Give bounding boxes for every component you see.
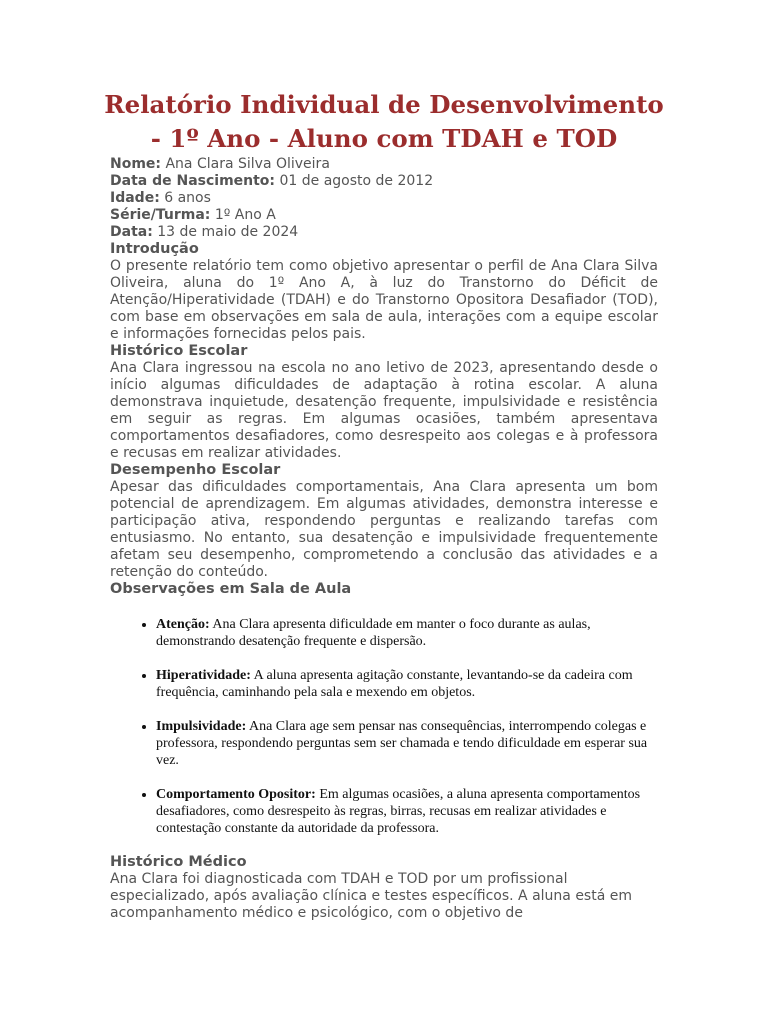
medical-history-heading: Histórico Médico — [110, 854, 247, 870]
field-name-label: Nome: — [110, 156, 162, 172]
field-birthdate-label: Data de Nascimento: — [110, 173, 276, 189]
list-item — [156, 616, 658, 650]
observation-text: A aluna apresenta agitação constante, levantando-se da cadeira com frequência, caminhando pela sala e mexendo em objetos. — [156, 668, 633, 700]
field-name-value: Ana Clara Silva Oliveira — [161, 156, 330, 172]
field-birthdate-value: 01 de agosto de 2012 — [275, 173, 434, 189]
observations-heading: Observações em Sala de Aula — [110, 581, 352, 597]
observation-text: Ana Clara age sem pensar nas consequências, interrompendo colegas e professora, respondendo perguntas sem ser chamada e tendo dificuldade em esperar sua vez. — [156, 719, 648, 768]
field-age-label: Idade: — [110, 190, 160, 206]
observation-label: Impulsividade: — [156, 719, 247, 734]
observation-text: Ana Clara apresenta dificuldade em manter o foco durante as aulas, demonstrando desatenção frequente e dispersão. — [156, 617, 591, 649]
field-date-value: 13 de maio de 2024 — [152, 224, 299, 240]
observations-list — [110, 616, 658, 837]
field-date-label: Data: — [110, 224, 153, 240]
field-age-value: 6 anos — [159, 190, 211, 206]
field-name — [110, 156, 658, 173]
list-item — [156, 786, 658, 837]
list-item — [156, 667, 658, 701]
performance-text: Apesar das dificuldades comportamentais, Ana Clara apresenta um bom potencial de aprendizagem. Em algumas atividades, demonstra interesse e participação ativa, respondendo perguntas e realizando tarefas com entusiasmo. No entanto, sua desatenção e impulsividade frequentemente afetam seu desempenho, comprometendo a conclusão das atividades e a retenção do conteúdo. — [110, 479, 658, 580]
performance-heading: Desempenho Escolar — [110, 462, 281, 478]
school-history-heading: Histórico Escolar — [110, 343, 248, 359]
intro-text: O presente relatório tem como objetivo apresentar o perfil de Ana Clara Silva Oliveira, aluna do 1º Ano A, à luz do Transtorno do Déficit de Atenção/Hiperatividade (TDAH) e do Transtorno Opositora Desafiador (TOD), com base em observações em sala de aula, interações com a equipe escolar e informações fornecidas pelos pais. — [110, 258, 658, 342]
intro-heading: Introdução — [110, 241, 199, 257]
field-class — [110, 207, 658, 224]
field-class-value: 1º Ano A — [210, 207, 276, 223]
observation-label: Hiperatividade: — [156, 668, 251, 683]
observation-label: Comportamento Opositor: — [156, 787, 316, 802]
field-age — [110, 190, 658, 207]
report-page — [104, 88, 664, 922]
field-date — [110, 224, 658, 241]
list-item — [156, 718, 658, 769]
observation-text: Em algumas ocasiões, a aluna apresenta comportamentos desafiadores, como desrespeito às regras, birras, recusas em realizar atividades e contestação constante da autoridade da professora. — [156, 787, 641, 836]
field-birthdate — [110, 173, 658, 190]
report-title: Relatório Individual de Desenvolvimento - 1º Ano - Aluno com TDAH e TOD — [104, 90, 664, 153]
field-class-label: Série/Turma: — [110, 207, 211, 223]
observation-label: Atenção: — [156, 617, 210, 632]
school-history-text: Ana Clara ingressou na escola no ano letivo de 2023, apresentando desde o início algumas dificuldades de adaptação à rotina escolar. A aluna demonstrava inquietude, desatenção frequente, impulsividade e resistência em seguir as regras. Em algumas ocasiões, também apresentava comportamentos desafiadores, como desrespeito aos colegas e à professora e recusas em realizar atividades. — [110, 360, 658, 461]
medical-history-text: Ana Clara foi diagnosticada com TDAH e TOD por um profissional especializado, após avaliação clínica e testes específicos. A aluna está em acompanhamento médico e psicológico, com o objetivo de — [110, 871, 632, 921]
